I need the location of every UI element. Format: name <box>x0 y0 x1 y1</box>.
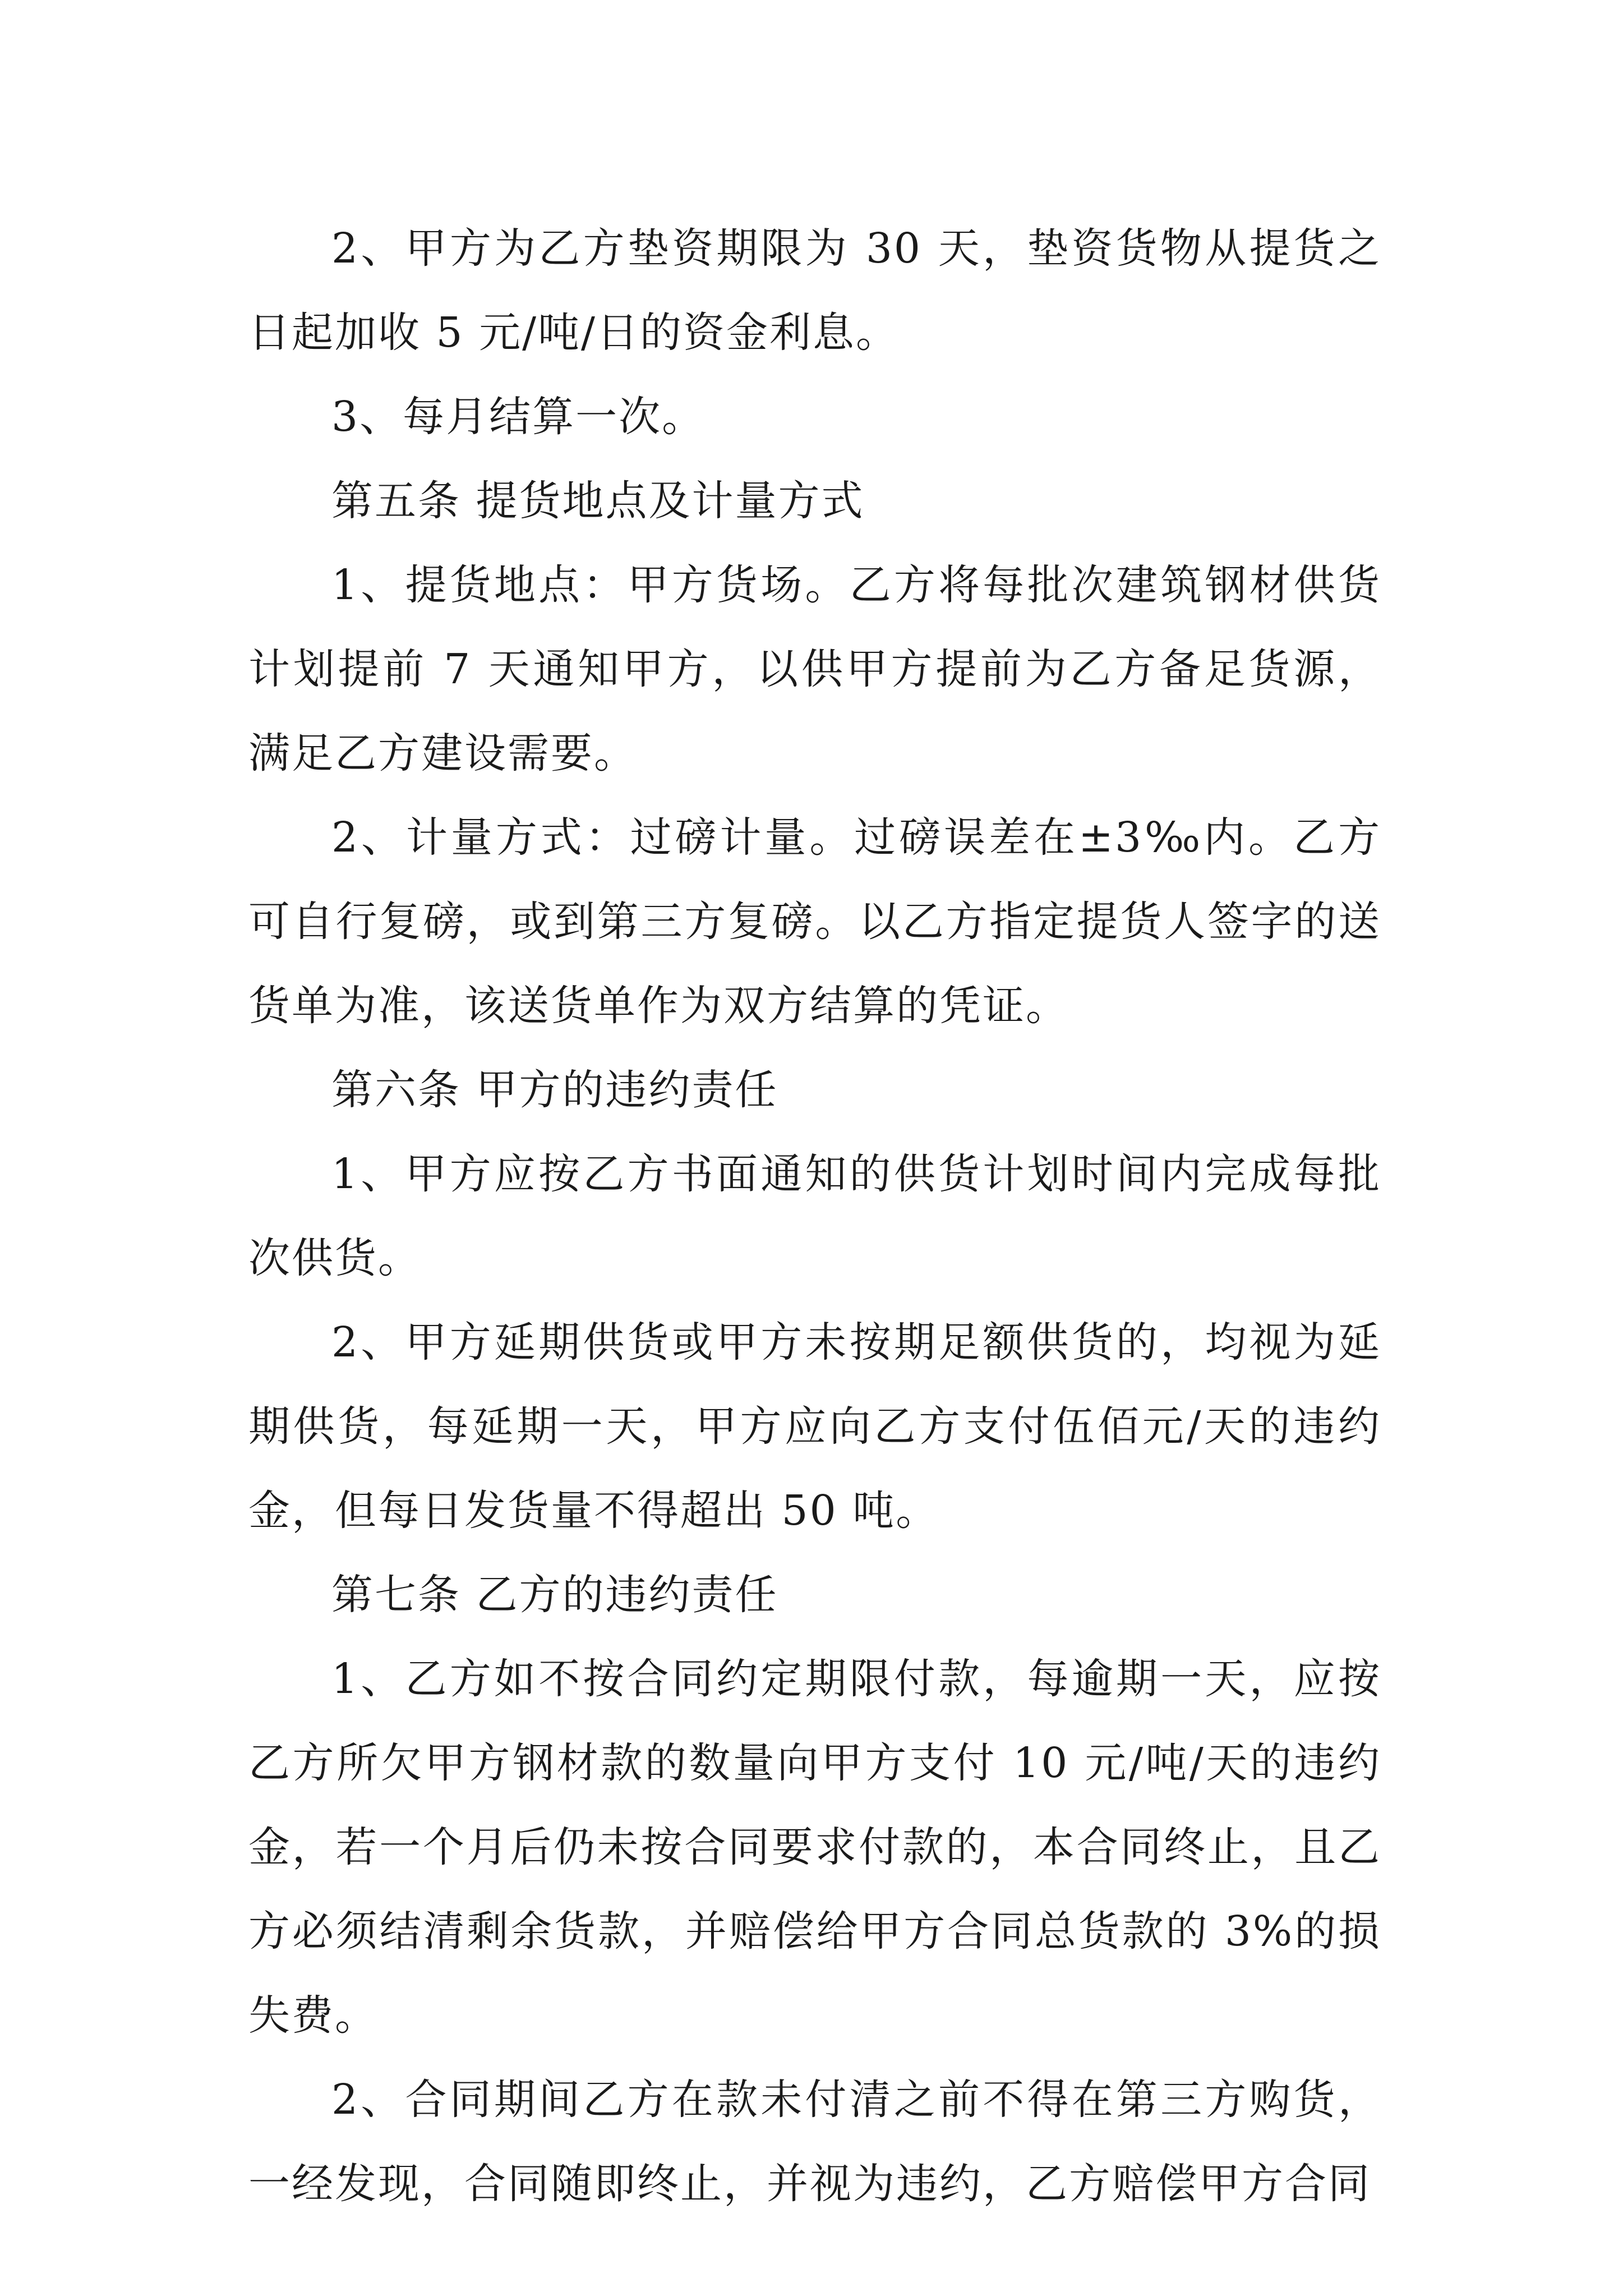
clause-7-item-2: 2、合同期间乙方在款未付清之前不得在第三方购货，一经发现，合同随即终止，并视为违约，乙方赔偿甲方合同 <box>248 2076 1381 2208</box>
clause-5-item-2: 2、计量方式：过磅计量。过磅误差在±3‰内。乙方可自行复磅，或到第三方复磅。以乙方指定提货人签字的送货单为准，该送货单作为双方结算的凭证。 <box>248 813 1381 1030</box>
clause-7-heading: 第七条 乙方的违约责任 <box>331 1571 778 1619</box>
clause-4-item-2: 2、甲方为乙方垫资期限为 30 天，垫资货物从提货之日起加收 5 元/吨/日的资金利息。 <box>248 224 1381 357</box>
clause-5-item-1: 1、提货地点：甲方货场。乙方将每批次建筑钢材供货计划提前 7 天通知甲方，以供甲方提前为乙方备足货源，满足乙方建设需要。 <box>248 561 1381 777</box>
clause-4-item-3: 3、每月结算一次。 <box>331 393 706 441</box>
clause-6-heading: 第六条 甲方的违约责任 <box>331 1066 778 1114</box>
clause-7-item-1: 1、乙方如不按合同约定期限付款，每逾期一天，应按乙方所欠甲方钢材款的数量向甲方支付 10 元/吨/天的违约金，若一个月后仍未按合同要求付款的，本合同终止，且乙方必须结清剩余货款，并赔偿给甲方合同总货款的 3%的损失费。 <box>248 1655 1381 2040</box>
clause-6-item-1: 1、甲方应按乙方书面通知的供货计划时间内完成每批次供货。 <box>248 1150 1381 1282</box>
clause-6-item-2: 2、甲方延期供货或甲方未按期足额供货的，均视为延期供货，每延期一天，甲方应向乙方支付伍佰元/天的违约金，但每日发货量不得超出 50 吨。 <box>248 1318 1381 1535</box>
contract-body <box>248 206 1381 2226</box>
clause-5-heading: 第五条 提货地点及计量方式 <box>331 477 865 525</box>
